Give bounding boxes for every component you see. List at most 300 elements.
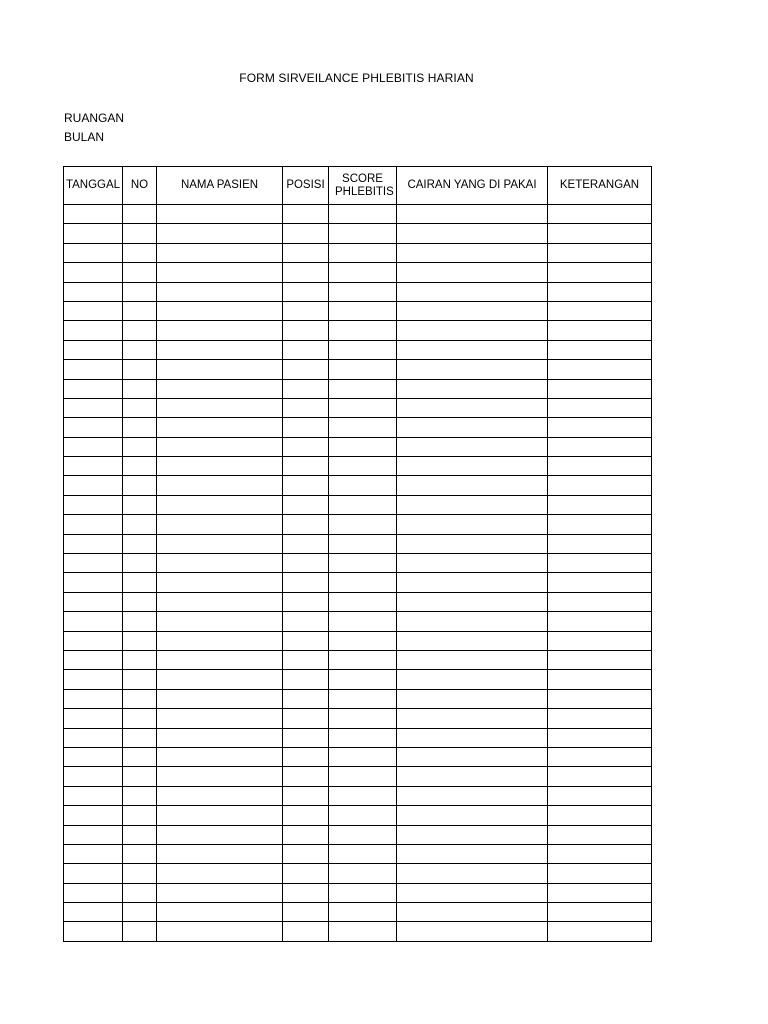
header-nama-pasien: NAMA PASIEN bbox=[157, 167, 283, 205]
cell-cairan[interactable] bbox=[397, 573, 548, 592]
table-row bbox=[64, 864, 652, 883]
cell-posisi[interactable] bbox=[283, 457, 329, 476]
cell-nama-pasien[interactable] bbox=[157, 282, 283, 301]
cell-score-phlebitis[interactable] bbox=[329, 360, 397, 379]
cell-nama-pasien[interactable] bbox=[157, 224, 283, 243]
cell-nama-pasien[interactable] bbox=[157, 825, 283, 844]
cell-nama-pasien[interactable] bbox=[157, 612, 283, 631]
cell-score-phlebitis[interactable] bbox=[329, 747, 397, 766]
cell-no[interactable] bbox=[123, 224, 157, 243]
cell-no[interactable] bbox=[123, 418, 157, 437]
cell-keterangan[interactable] bbox=[548, 263, 652, 282]
cell-nama-pasien[interactable] bbox=[157, 321, 283, 340]
cell-no[interactable] bbox=[123, 786, 157, 805]
cell-nama-pasien[interactable] bbox=[157, 437, 283, 456]
cell-score-phlebitis[interactable] bbox=[329, 476, 397, 495]
cell-cairan[interactable] bbox=[397, 437, 548, 456]
cell-nama-pasien[interactable] bbox=[157, 573, 283, 592]
table-body bbox=[64, 205, 652, 942]
cell-cairan[interactable] bbox=[397, 592, 548, 611]
cell-no[interactable] bbox=[123, 689, 157, 708]
cell-nama-pasien[interactable] bbox=[157, 650, 283, 669]
cell-no[interactable] bbox=[123, 243, 157, 262]
cell-nama-pasien[interactable] bbox=[157, 806, 283, 825]
cell-tanggal[interactable] bbox=[64, 282, 123, 301]
cell-nama-pasien[interactable] bbox=[157, 747, 283, 766]
cell-score-phlebitis[interactable] bbox=[329, 457, 397, 476]
cell-tanggal[interactable] bbox=[64, 786, 123, 805]
cell-tanggal[interactable] bbox=[64, 476, 123, 495]
cell-posisi[interactable] bbox=[283, 709, 329, 728]
cell-nama-pasien[interactable] bbox=[157, 398, 283, 417]
table-row bbox=[64, 224, 652, 243]
cell-tanggal[interactable] bbox=[64, 360, 123, 379]
cell-score-phlebitis[interactable] bbox=[329, 883, 397, 902]
cell-keterangan[interactable] bbox=[548, 825, 652, 844]
ruangan-label: RUANGAN bbox=[64, 111, 125, 125]
cell-cairan[interactable] bbox=[397, 747, 548, 766]
cell-keterangan[interactable] bbox=[548, 398, 652, 417]
cell-nama-pasien[interactable] bbox=[157, 767, 283, 786]
cell-posisi[interactable] bbox=[283, 767, 329, 786]
cell-no[interactable] bbox=[123, 263, 157, 282]
cell-score-phlebitis[interactable] bbox=[329, 767, 397, 786]
cell-posisi[interactable] bbox=[283, 728, 329, 747]
cell-tanggal[interactable] bbox=[64, 554, 123, 573]
cell-no[interactable] bbox=[123, 301, 157, 320]
cell-cairan[interactable] bbox=[397, 864, 548, 883]
cell-nama-pasien[interactable] bbox=[157, 728, 283, 747]
cell-posisi[interactable] bbox=[283, 573, 329, 592]
table-row bbox=[64, 844, 652, 863]
table-row bbox=[64, 612, 652, 631]
cell-tanggal[interactable] bbox=[64, 864, 123, 883]
cell-posisi[interactable] bbox=[283, 844, 329, 863]
cell-tanggal[interactable] bbox=[64, 922, 123, 941]
cell-tanggal[interactable] bbox=[64, 301, 123, 320]
cell-posisi[interactable] bbox=[283, 825, 329, 844]
cell-tanggal[interactable] bbox=[64, 631, 123, 650]
table-row bbox=[64, 205, 652, 224]
cell-keterangan[interactable] bbox=[548, 786, 652, 805]
cell-posisi[interactable] bbox=[283, 224, 329, 243]
cell-cairan[interactable] bbox=[397, 844, 548, 863]
cell-score-phlebitis[interactable] bbox=[329, 263, 397, 282]
cell-cairan[interactable] bbox=[397, 379, 548, 398]
cell-no[interactable] bbox=[123, 592, 157, 611]
cell-score-phlebitis[interactable] bbox=[329, 515, 397, 534]
table-row bbox=[64, 301, 652, 320]
cell-nama-pasien[interactable] bbox=[157, 534, 283, 553]
cell-cairan[interactable] bbox=[397, 515, 548, 534]
cell-keterangan[interactable] bbox=[548, 457, 652, 476]
cell-no[interactable] bbox=[123, 437, 157, 456]
cell-no[interactable] bbox=[123, 612, 157, 631]
cell-no[interactable] bbox=[123, 515, 157, 534]
cell-score-phlebitis[interactable] bbox=[329, 592, 397, 611]
cell-cairan[interactable] bbox=[397, 340, 548, 359]
cell-nama-pasien[interactable] bbox=[157, 243, 283, 262]
cell-tanggal[interactable] bbox=[64, 747, 123, 766]
cell-keterangan[interactable] bbox=[548, 922, 652, 941]
cell-keterangan[interactable] bbox=[548, 709, 652, 728]
cell-no[interactable] bbox=[123, 844, 157, 863]
cell-tanggal[interactable] bbox=[64, 321, 123, 340]
form-title: FORM SIRVEILANCE PHLEBITIS HARIAN bbox=[239, 71, 474, 85]
cell-keterangan[interactable] bbox=[548, 592, 652, 611]
cell-cairan[interactable] bbox=[397, 922, 548, 941]
cell-keterangan[interactable] bbox=[548, 554, 652, 573]
cell-cairan[interactable] bbox=[397, 495, 548, 514]
cell-score-phlebitis[interactable] bbox=[329, 709, 397, 728]
cell-score-phlebitis[interactable] bbox=[329, 825, 397, 844]
cell-score-phlebitis[interactable] bbox=[329, 844, 397, 863]
cell-keterangan[interactable] bbox=[548, 224, 652, 243]
cell-keterangan[interactable] bbox=[548, 864, 652, 883]
cell-posisi[interactable] bbox=[283, 806, 329, 825]
cell-nama-pasien[interactable] bbox=[157, 883, 283, 902]
table-header-row bbox=[64, 167, 652, 205]
cell-cairan[interactable] bbox=[397, 903, 548, 922]
table-row bbox=[64, 437, 652, 456]
cell-tanggal[interactable] bbox=[64, 670, 123, 689]
cell-keterangan[interactable] bbox=[548, 573, 652, 592]
cell-tanggal[interactable] bbox=[64, 709, 123, 728]
cell-keterangan[interactable] bbox=[548, 747, 652, 766]
cell-posisi[interactable] bbox=[283, 903, 329, 922]
cell-nama-pasien[interactable] bbox=[157, 631, 283, 650]
cell-keterangan[interactable] bbox=[548, 612, 652, 631]
cell-tanggal[interactable] bbox=[64, 243, 123, 262]
table-row bbox=[64, 379, 652, 398]
cell-score-phlebitis[interactable] bbox=[329, 243, 397, 262]
cell-nama-pasien[interactable] bbox=[157, 360, 283, 379]
cell-no[interactable] bbox=[123, 650, 157, 669]
cell-no[interactable] bbox=[123, 321, 157, 340]
cell-no[interactable] bbox=[123, 476, 157, 495]
cell-tanggal[interactable] bbox=[64, 573, 123, 592]
table-row bbox=[64, 457, 652, 476]
cell-cairan[interactable] bbox=[397, 650, 548, 669]
cell-score-phlebitis[interactable] bbox=[329, 418, 397, 437]
cell-keterangan[interactable] bbox=[548, 243, 652, 262]
header-score-phlebitis: SCORE PHLEBITIS bbox=[329, 167, 397, 205]
cell-cairan[interactable] bbox=[397, 767, 548, 786]
cell-no[interactable] bbox=[123, 205, 157, 224]
cell-posisi[interactable] bbox=[283, 554, 329, 573]
cell-score-phlebitis[interactable] bbox=[329, 495, 397, 514]
cell-score-phlebitis[interactable] bbox=[329, 922, 397, 941]
cell-cairan[interactable] bbox=[397, 689, 548, 708]
cell-score-phlebitis[interactable] bbox=[329, 282, 397, 301]
cell-cairan[interactable] bbox=[397, 825, 548, 844]
cell-cairan[interactable] bbox=[397, 883, 548, 902]
table-row bbox=[64, 398, 652, 417]
cell-nama-pasien[interactable] bbox=[157, 689, 283, 708]
cell-posisi[interactable] bbox=[283, 321, 329, 340]
cell-cairan[interactable] bbox=[397, 728, 548, 747]
cell-tanggal[interactable] bbox=[64, 398, 123, 417]
cell-posisi[interactable] bbox=[283, 282, 329, 301]
cell-cairan[interactable] bbox=[397, 321, 548, 340]
cell-keterangan[interactable] bbox=[548, 418, 652, 437]
cell-cairan[interactable] bbox=[397, 709, 548, 728]
cell-cairan[interactable] bbox=[397, 418, 548, 437]
cell-posisi[interactable] bbox=[283, 495, 329, 514]
cell-tanggal[interactable] bbox=[64, 263, 123, 282]
table-row bbox=[64, 340, 652, 359]
table-row bbox=[64, 883, 652, 902]
cell-no[interactable] bbox=[123, 709, 157, 728]
cell-no[interactable] bbox=[123, 883, 157, 902]
cell-nama-pasien[interactable] bbox=[157, 903, 283, 922]
cell-posisi[interactable] bbox=[283, 883, 329, 902]
table-row bbox=[64, 825, 652, 844]
cell-cairan[interactable] bbox=[397, 301, 548, 320]
header-tanggal: TANGGAL bbox=[64, 167, 123, 205]
cell-tanggal[interactable] bbox=[64, 806, 123, 825]
cell-nama-pasien[interactable] bbox=[157, 922, 283, 941]
cell-tanggal[interactable] bbox=[64, 844, 123, 863]
cell-no[interactable] bbox=[123, 864, 157, 883]
cell-score-phlebitis[interactable] bbox=[329, 398, 397, 417]
cell-score-phlebitis[interactable] bbox=[329, 786, 397, 805]
cell-no[interactable] bbox=[123, 282, 157, 301]
cell-posisi[interactable] bbox=[283, 243, 329, 262]
cell-keterangan[interactable] bbox=[548, 806, 652, 825]
cell-keterangan[interactable] bbox=[548, 728, 652, 747]
cell-score-phlebitis[interactable] bbox=[329, 670, 397, 689]
cell-score-phlebitis[interactable] bbox=[329, 728, 397, 747]
cell-keterangan[interactable] bbox=[548, 903, 652, 922]
cell-posisi[interactable] bbox=[283, 922, 329, 941]
cell-cairan[interactable] bbox=[397, 282, 548, 301]
cell-keterangan[interactable] bbox=[548, 631, 652, 650]
cell-posisi[interactable] bbox=[283, 263, 329, 282]
cell-no[interactable] bbox=[123, 747, 157, 766]
cell-posisi[interactable] bbox=[283, 786, 329, 805]
cell-score-phlebitis[interactable] bbox=[329, 437, 397, 456]
cell-nama-pasien[interactable] bbox=[157, 340, 283, 359]
cell-posisi[interactable] bbox=[283, 650, 329, 669]
table-row bbox=[64, 243, 652, 262]
cell-tanggal[interactable] bbox=[64, 437, 123, 456]
cell-nama-pasien[interactable] bbox=[157, 457, 283, 476]
cell-tanggal[interactable] bbox=[64, 767, 123, 786]
cell-nama-pasien[interactable] bbox=[157, 301, 283, 320]
cell-score-phlebitis[interactable] bbox=[329, 806, 397, 825]
cell-keterangan[interactable] bbox=[548, 534, 652, 553]
cell-tanggal[interactable] bbox=[64, 883, 123, 902]
cell-score-phlebitis[interactable] bbox=[329, 554, 397, 573]
table-row bbox=[64, 321, 652, 340]
cell-nama-pasien[interactable] bbox=[157, 592, 283, 611]
cell-tanggal[interactable] bbox=[64, 515, 123, 534]
cell-posisi[interactable] bbox=[283, 476, 329, 495]
cell-cairan[interactable] bbox=[397, 806, 548, 825]
cell-no[interactable] bbox=[123, 534, 157, 553]
cell-cairan[interactable] bbox=[397, 205, 548, 224]
cell-score-phlebitis[interactable] bbox=[329, 534, 397, 553]
cell-cairan[interactable] bbox=[397, 398, 548, 417]
cell-cairan[interactable] bbox=[397, 224, 548, 243]
cell-score-phlebitis[interactable] bbox=[329, 612, 397, 631]
cell-no[interactable] bbox=[123, 398, 157, 417]
cell-score-phlebitis[interactable] bbox=[329, 689, 397, 708]
cell-no[interactable] bbox=[123, 728, 157, 747]
cell-nama-pasien[interactable] bbox=[157, 709, 283, 728]
cell-keterangan[interactable] bbox=[548, 301, 652, 320]
cell-tanggal[interactable] bbox=[64, 379, 123, 398]
cell-nama-pasien[interactable] bbox=[157, 205, 283, 224]
cell-no[interactable] bbox=[123, 360, 157, 379]
cell-keterangan[interactable] bbox=[548, 767, 652, 786]
cell-no[interactable] bbox=[123, 554, 157, 573]
cell-tanggal[interactable] bbox=[64, 224, 123, 243]
cell-keterangan[interactable] bbox=[548, 321, 652, 340]
cell-keterangan[interactable] bbox=[548, 205, 652, 224]
table-row bbox=[64, 631, 652, 650]
table-row bbox=[64, 728, 652, 747]
cell-tanggal[interactable] bbox=[64, 689, 123, 708]
cell-posisi[interactable] bbox=[283, 437, 329, 456]
cell-no[interactable] bbox=[123, 825, 157, 844]
table-row bbox=[64, 573, 652, 592]
cell-no[interactable] bbox=[123, 457, 157, 476]
cell-posisi[interactable] bbox=[283, 612, 329, 631]
cell-score-phlebitis[interactable] bbox=[329, 864, 397, 883]
cell-no[interactable] bbox=[123, 903, 157, 922]
cell-keterangan[interactable] bbox=[548, 282, 652, 301]
cell-nama-pasien[interactable] bbox=[157, 476, 283, 495]
cell-cairan[interactable] bbox=[397, 243, 548, 262]
cell-score-phlebitis[interactable] bbox=[329, 650, 397, 669]
cell-posisi[interactable] bbox=[283, 205, 329, 224]
cell-keterangan[interactable] bbox=[548, 360, 652, 379]
cell-cairan[interactable] bbox=[397, 631, 548, 650]
cell-no[interactable] bbox=[123, 573, 157, 592]
cell-tanggal[interactable] bbox=[64, 825, 123, 844]
cell-nama-pasien[interactable] bbox=[157, 263, 283, 282]
cell-keterangan[interactable] bbox=[548, 340, 652, 359]
cell-score-phlebitis[interactable] bbox=[329, 321, 397, 340]
cell-cairan[interactable] bbox=[397, 786, 548, 805]
cell-posisi[interactable] bbox=[283, 689, 329, 708]
cell-no[interactable] bbox=[123, 922, 157, 941]
cell-posisi[interactable] bbox=[283, 398, 329, 417]
table-row bbox=[64, 592, 652, 611]
cell-score-phlebitis[interactable] bbox=[329, 903, 397, 922]
cell-no[interactable] bbox=[123, 670, 157, 689]
cell-nama-pasien[interactable] bbox=[157, 844, 283, 863]
cell-cairan[interactable] bbox=[397, 360, 548, 379]
table-row bbox=[64, 806, 652, 825]
cell-cairan[interactable] bbox=[397, 457, 548, 476]
surveillance-table bbox=[63, 166, 652, 942]
cell-cairan[interactable] bbox=[397, 554, 548, 573]
cell-keterangan[interactable] bbox=[548, 476, 652, 495]
cell-nama-pasien[interactable] bbox=[157, 515, 283, 534]
cell-score-phlebitis[interactable] bbox=[329, 340, 397, 359]
table-row bbox=[64, 650, 652, 669]
table-row bbox=[64, 903, 652, 922]
cell-posisi[interactable] bbox=[283, 864, 329, 883]
cell-cairan[interactable] bbox=[397, 534, 548, 553]
cell-no[interactable] bbox=[123, 806, 157, 825]
cell-keterangan[interactable] bbox=[548, 437, 652, 456]
cell-no[interactable] bbox=[123, 767, 157, 786]
cell-posisi[interactable] bbox=[283, 670, 329, 689]
cell-score-phlebitis[interactable] bbox=[329, 224, 397, 243]
cell-keterangan[interactable] bbox=[548, 844, 652, 863]
cell-no[interactable] bbox=[123, 495, 157, 514]
cell-cairan[interactable] bbox=[397, 670, 548, 689]
cell-nama-pasien[interactable] bbox=[157, 418, 283, 437]
cell-tanggal[interactable] bbox=[64, 612, 123, 631]
cell-posisi[interactable] bbox=[283, 418, 329, 437]
cell-posisi[interactable] bbox=[283, 360, 329, 379]
cell-tanggal[interactable] bbox=[64, 205, 123, 224]
cell-tanggal[interactable] bbox=[64, 495, 123, 514]
cell-posisi[interactable] bbox=[283, 515, 329, 534]
cell-tanggal[interactable] bbox=[64, 340, 123, 359]
cell-score-phlebitis[interactable] bbox=[329, 379, 397, 398]
cell-keterangan[interactable] bbox=[548, 689, 652, 708]
cell-posisi[interactable] bbox=[283, 534, 329, 553]
cell-keterangan[interactable] bbox=[548, 670, 652, 689]
table-row bbox=[64, 282, 652, 301]
table-row bbox=[64, 418, 652, 437]
cell-score-phlebitis[interactable] bbox=[329, 573, 397, 592]
cell-tanggal[interactable] bbox=[64, 457, 123, 476]
cell-keterangan[interactable] bbox=[548, 379, 652, 398]
cell-nama-pasien[interactable] bbox=[157, 379, 283, 398]
cell-nama-pasien[interactable] bbox=[157, 670, 283, 689]
cell-cairan[interactable] bbox=[397, 263, 548, 282]
cell-posisi[interactable] bbox=[283, 301, 329, 320]
cell-no[interactable] bbox=[123, 379, 157, 398]
cell-score-phlebitis[interactable] bbox=[329, 631, 397, 650]
cell-no[interactable] bbox=[123, 631, 157, 650]
cell-tanggal[interactable] bbox=[64, 650, 123, 669]
cell-posisi[interactable] bbox=[283, 379, 329, 398]
cell-score-phlebitis[interactable] bbox=[329, 301, 397, 320]
cell-cairan[interactable] bbox=[397, 612, 548, 631]
cell-tanggal[interactable] bbox=[64, 534, 123, 553]
cell-tanggal[interactable] bbox=[64, 418, 123, 437]
cell-posisi[interactable] bbox=[283, 747, 329, 766]
cell-tanggal[interactable] bbox=[64, 592, 123, 611]
cell-keterangan[interactable] bbox=[548, 650, 652, 669]
cell-score-phlebitis[interactable] bbox=[329, 205, 397, 224]
cell-no[interactable] bbox=[123, 340, 157, 359]
cell-keterangan[interactable] bbox=[548, 883, 652, 902]
cell-nama-pasien[interactable] bbox=[157, 495, 283, 514]
table-row bbox=[64, 786, 652, 805]
cell-tanggal[interactable] bbox=[64, 903, 123, 922]
cell-tanggal[interactable] bbox=[64, 728, 123, 747]
cell-nama-pasien[interactable] bbox=[157, 554, 283, 573]
cell-posisi[interactable] bbox=[283, 631, 329, 650]
cell-posisi[interactable] bbox=[283, 592, 329, 611]
cell-keterangan[interactable] bbox=[548, 515, 652, 534]
cell-posisi[interactable] bbox=[283, 340, 329, 359]
cell-nama-pasien[interactable] bbox=[157, 864, 283, 883]
cell-nama-pasien[interactable] bbox=[157, 786, 283, 805]
cell-cairan[interactable] bbox=[397, 476, 548, 495]
table-row bbox=[64, 554, 652, 573]
cell-keterangan[interactable] bbox=[548, 495, 652, 514]
